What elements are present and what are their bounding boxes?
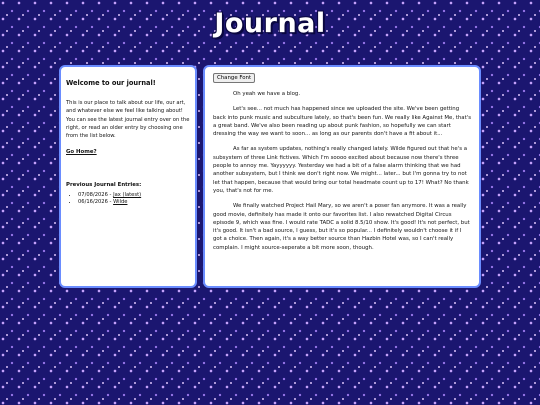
entry-paragraph: As far as system updates, nothing's really changed lately. Wilde figured out that he's a subsystem of three Link fictives. Which I'm soooo excited about because now there's three people to annoy me. Yayyyyyy. Yesterday we had a bit of a false alarm thinking that we had another subsystem, but I think we don't right now. We might... later... but I'm gonna try to not let that happen, because that would bring our total headmate count up to 17! What? No thank you, that's not for me. [213, 146, 469, 194]
entries-list [66, 192, 190, 206]
journal-entry-panel [203, 65, 481, 288]
page-title: Journal [214, 8, 326, 39]
sidebar-panel [59, 65, 197, 288]
entry-paragraph: Let's see... not much has happened since we uploaded the site. We've been getting back into punk music and subculture lately, so that's been fun. We really like Against Me, that's a great band. We've also been reading up about punk fashion, so hopefully we can start dressing the way we want to soon... as long as our parents don't have a fit about it... [213, 106, 472, 138]
sidebar-heading: Welcome to our journal! [66, 79, 156, 87]
entries-heading: Previous Journal Entries: [66, 182, 142, 189]
entry-paragraph: We finally watched Project Hail Mary, so we aren't a poser fan anymore. It was a really good movie, definitely has made it onto our favorites list. I also rewatched Digital Circus episode 9, which was fine. I would rate TADC a solid 8.5/10 show. It's good! It's not perfect, but it's good. It isn't a bad source, I guess, but it's so popular... I definitely wouldn't choose it if I got a choice. Then again, it's a way better source than Hazbin Hotel was, so I can't really complain. I might source-seperate a bit more soon, though. [213, 203, 470, 251]
sidebar-intro: This is our place to talk about our life, our art, and whatever else we feel like talking about! You can see the latest journal entry over on the right, or read an older entry by choosing one from the list below. [66, 100, 190, 140]
change-font-button[interactable]: Change Font [213, 73, 255, 83]
entry-list-item [78, 192, 190, 199]
entry-paragraph: Oh yeah we have a blog. [233, 91, 301, 97]
entry-link-wilde[interactable]: Wilde [113, 199, 128, 206]
entry-date: 07/08/2026 - [78, 192, 114, 199]
entry-list-item [78, 199, 190, 206]
entry-date: 06/16/2026 - [78, 199, 114, 206]
go-home-link[interactable]: Go Home? [66, 149, 97, 156]
entry-link-jax[interactable]: Jax (latest) [113, 192, 142, 199]
